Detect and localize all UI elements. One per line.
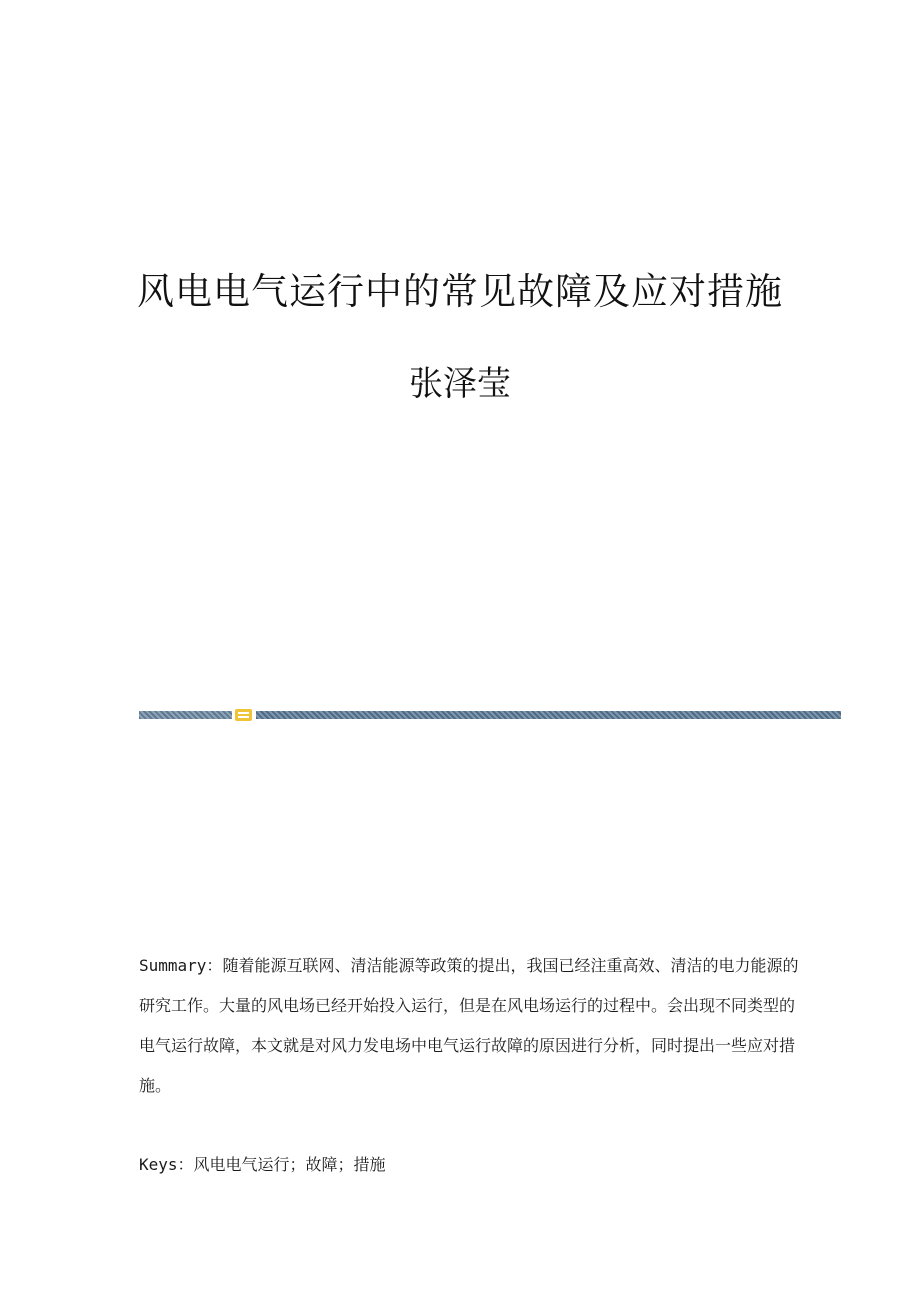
document-title: 风电电气运行中的常见故障及应对措施: [137, 270, 783, 313]
divider-bar-left: [139, 711, 232, 719]
summary-label: Summary：: [139, 956, 223, 975]
author-name: 张泽莹: [409, 364, 511, 404]
divider-bar-right: [256, 711, 841, 719]
divider-emblem-icon: [235, 709, 252, 721]
summary-paragraph: [139, 946, 799, 1106]
summary-text: 随着能源互联网、清洁能源等政策的提出，我国已经注重高效、清洁的电力能源的研究工作。大量的风电场已经开始投入运行，但是在风电场运行的过程中。会出现不同类型的电气运行故障，本文就是对风力发电场中电气运行故障的原因进行分析，同时提出一些应对措施。: [139, 956, 799, 1095]
keys-text: 风电电气运行；故障；措施: [193, 1155, 386, 1174]
keywords-line: [139, 1145, 799, 1185]
keys-label: Keys：: [139, 1155, 194, 1174]
section-divider: [139, 711, 841, 720]
